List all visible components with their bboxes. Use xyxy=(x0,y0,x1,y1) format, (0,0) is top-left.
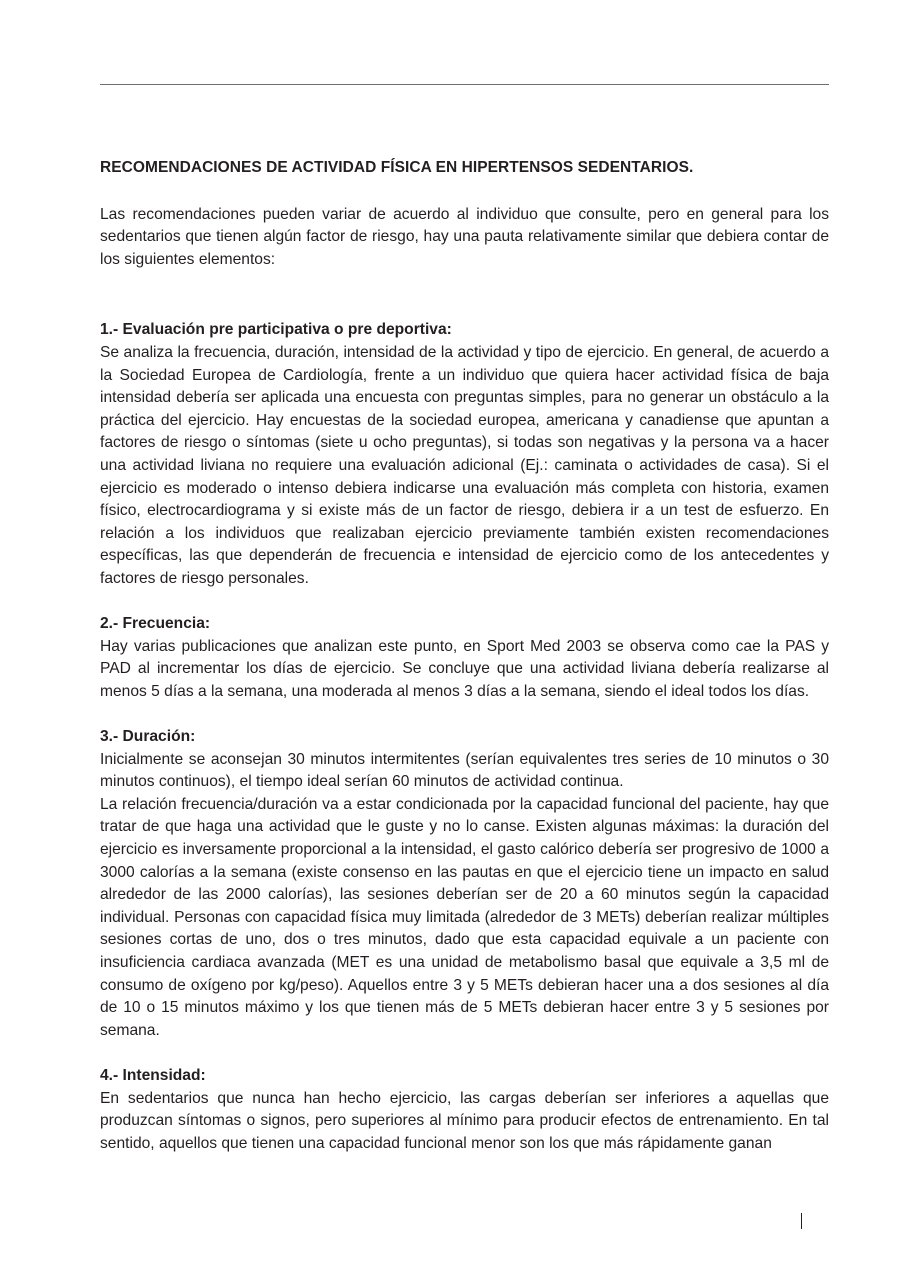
section-evaluacion xyxy=(100,319,829,590)
section-heading: 2.- Frecuencia: xyxy=(100,615,211,633)
section-paragraph: Se analiza la frecuencia, duración, intensidad de la actividad y tipo de ejercicio. En general, de acuerdo a la Sociedad Europea de Cardiología, frente a un individuo que quiera hacer actividad física de baja intensidad debería ser aplicada una encuesta con preguntas simples, para no generar un obstáculo a la práctica del ejercicio. Hay encuestas de la sociedad europea, americana y canadiense que apuntan a factores de riesgo o síntomas (siete u ocho preguntas), si todas son negativas y la persona va a hacer una actividad liviana no requiere una evaluación adicional (Ej.: caminata o actividades de casa). Si el ejercicio es moderado o intenso debiera indicarse una evaluación más completa con historia, examen físico, electrocardiograma y si existe más de un factor de riesgo, debiera ir a un test de esfuerzo. En relación a los individuos que realizaban ejercicio previamente también existen recomendaciones específicas, las que dependerán de frecuencia e intensidad de ejercicio como de los antecedentes y factores de riesgo personales. xyxy=(100,343,829,587)
section-paragraph: En sedentarios que nunca han hecho ejercicio, las cargas deberían ser inferiores a aquellas que produzcan síntomas o signos, pero superiores al mínimo para producir efectos de entrenamiento. En tal sentido, aquellos que tienen una capacidad funcional menor son los que más rápidamente ganan xyxy=(100,1089,829,1152)
section-paragraph: Inicialmente se aconsejan 30 minutos intermitentes (serían equivalentes tres series de 10 minutos o 30 minutos continuos), el tiempo ideal serían 60 minutos de actividad continua. xyxy=(100,750,829,791)
intro-paragraph: Las recomendaciones pueden variar de acuerdo al individuo que consulte, pero en general para los sedentarios que tienen algún factor de riesgo, hay una pauta relativamente similar que debiera contar de los siguientes elementos: xyxy=(100,205,829,268)
section-heading: 3.- Duración: xyxy=(100,728,196,746)
document-body xyxy=(100,157,829,1178)
section-intensidad xyxy=(100,1065,829,1155)
section-duracion xyxy=(100,726,829,1042)
section-heading: 4.- Intensidad: xyxy=(100,1066,206,1084)
section-paragraph: Hay varias publicaciones que analizan este punto, en Sport Med 2003 se observa como cae la PAS y PAD al incrementar los días de ejercicio. Se concluye que una actividad liviana debería realizarse al menos 5 días a la semana, una moderada al menos 3 días a la semana, siendo el ideal todos los días. xyxy=(100,637,829,700)
section-paragraph: La relación frecuencia/duración va a estar condicionada por la capacidad funcional del paciente, hay que tratar de que haga una actividad que le guste y no lo canse. Existen algunas máximas: la duración del ejercicio es inversamente proporcional a la intensidad, el gasto calórico debería ser progresivo de 1000 a 3000 calorías a la semana (existe consenso en las pautas en que el ejercicio tiene un impacto en salud alrededor de las 2000 calorías), las sesiones deberían ser de 20 a 60 minutos según la capacidad individual. Personas con capacidad física muy limitada (alrededor de 3 METs) deberían realizar múltiples sesiones cortas de uno, dos o tres minutos, dado que esta capacidad equivale a un paciente con insuficiencia cardiaca avanzada (MET es una unidad de metabolismo basal que equivale a 3,5 ml de consumo de oxígeno por kg/peso). Aquellos entre 3 y 5 METs debieran hacer una a dos sesiones al día de 10 o 15 minutos máximo y los que tienen más de 5 METs debieran hacer entre 3 y 5 sesiones por semana. xyxy=(100,795,829,1039)
section-frecuencia xyxy=(100,613,829,703)
page-number-divider xyxy=(801,1213,802,1229)
document-title: RECOMENDACIONES DE ACTIVIDAD FÍSICA EN HIPERTENSOS SEDENTARIOS. xyxy=(100,159,694,176)
header-rule xyxy=(100,84,829,85)
section-heading: 1.- Evaluación pre participativa o pre deportiva: xyxy=(100,321,452,339)
